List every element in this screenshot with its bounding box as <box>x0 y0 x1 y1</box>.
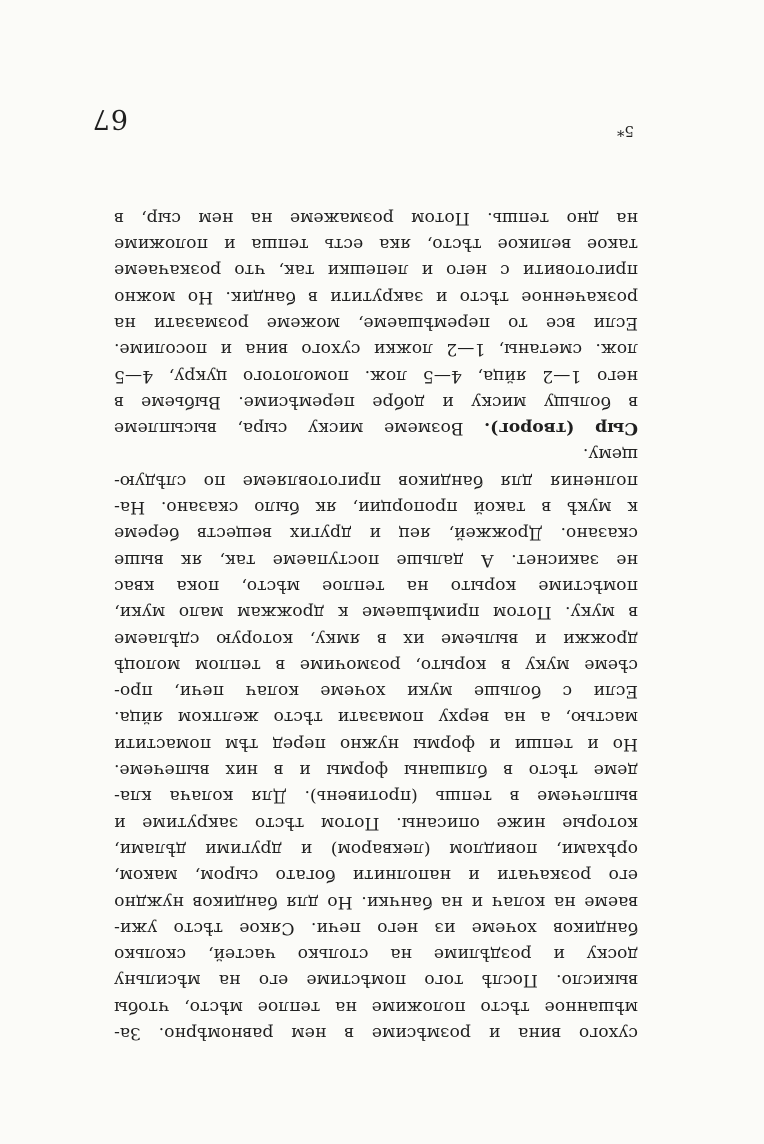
text-line: мастью, а на верху помазати тѣсто желтком яйца. <box>114 707 638 728</box>
text-line: выплечеме в тепшь (противень). Для колача кла- <box>114 786 638 807</box>
text-line: на дно тепшь. Потом розмажеме на нем сыр, в <box>114 207 638 228</box>
text-line: помѣстиме корыто на теплое мѣсто, пока квас <box>114 575 638 596</box>
text-line: Если все то перемѣшаеме, можеме розмазати на <box>114 312 638 333</box>
text-line: Но и тепши и формы нужно перед тѣм помастити <box>114 733 638 754</box>
text-line: его розкачати и наполнити богато сыром, маком, <box>114 865 638 886</box>
text-line: розкаченное тѣсто и закрутити в бандик. Но можно <box>114 286 638 307</box>
body-text <box>114 205 638 1047</box>
text-line: сухого вина и розмѣсиме в нем равномѣрно. За- <box>114 1023 638 1043</box>
text-line: которые ниже описаны. Потом тѣсто закрутиме и <box>114 812 638 833</box>
text-line: бандиков хочеме из него печи. Сякое тѣсто ужи- <box>114 917 638 938</box>
text-line: к мукѣ в такой пропорции, як было сказано. На- <box>114 497 638 518</box>
text-line: деме тѣсто в бляшаны формы и в них выпечеме. <box>114 760 638 781</box>
text-line: дрожжи и выльеме их в ямку, которую сдѣлаеме <box>114 628 638 649</box>
text-line: не закиснет. А дальше поступаеме так, як выше <box>114 549 638 570</box>
text-line: полнения для бандиков приготовляеме по слѣдую- <box>114 470 638 491</box>
text-line: него 1—2 яйца, 4—5 лож. помолотого цукру, 4—5 <box>114 365 638 386</box>
text-line: в муку. Потом примѣшаеме к дрожжам мало муки, <box>114 602 638 623</box>
text-line: в больщу миску и добре перемѣсиме. Выбьеме в <box>114 391 638 412</box>
text-line: такое великое тѣсто, яка есть тепша и положиме <box>114 234 638 255</box>
text-line: доску и роздѣлиме на столько частей, сколько <box>114 944 638 965</box>
signature-mark: 5* <box>616 122 634 140</box>
text-line: Сыр (творог). Возмеме миску сыра, высыплеме <box>114 418 638 439</box>
text-line: щему. <box>582 444 638 465</box>
text-line: лож. сметаны, 1—2 ложки сухого вина и посолиме. <box>114 339 638 360</box>
text-line: мѣшанное тѣсто положиме на теплое мѣсто, чтобы <box>114 996 638 1017</box>
text-line: приготовити с него и лепешки так, что розкачаеме <box>114 260 638 281</box>
page-number: 67 <box>91 103 128 134</box>
text-line: ваеме на колач и на банчки. Но для бандиков нуждно <box>114 891 638 912</box>
text-line: орѣхами, повидлом (лекваром) и другими дѣлами, <box>114 838 638 859</box>
text-line: Если с больше муки хочеме колач печи, про- <box>114 681 638 702</box>
text-line: выкисло. Послѣ того помѣстиме его на мѣсильну <box>114 970 638 991</box>
text-line: сѣеме муку в корыто, розмочиме в теплом молоцѣ <box>114 654 638 675</box>
text-line: сказано. Дрожжей, яец и других веществ береме <box>114 523 638 544</box>
